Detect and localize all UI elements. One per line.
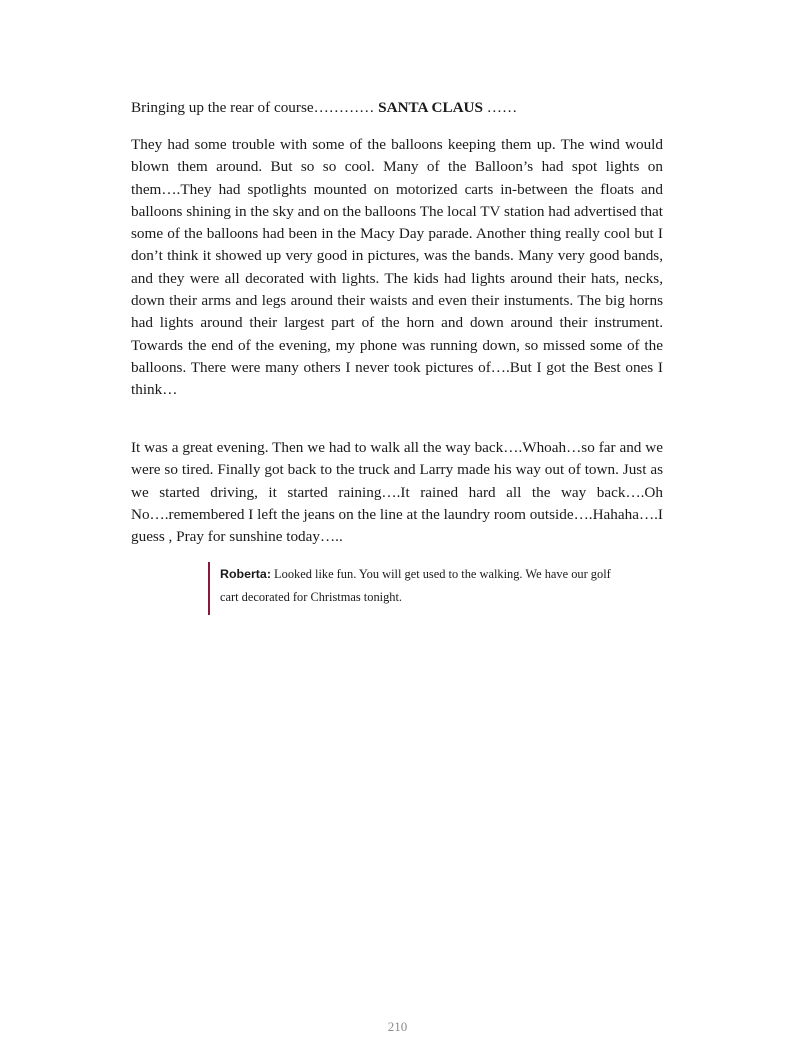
page-number: 210 bbox=[387, 1019, 408, 1034]
opening-line bbox=[131, 97, 663, 119]
comment-author: Roberta: bbox=[220, 567, 271, 581]
opening-line-prefix: Bringing up the rear of course………… bbox=[131, 99, 379, 116]
opening-line-suffix: …… bbox=[482, 99, 518, 116]
body-paragraph-1: They had some trouble with some of the balloons keeping them up. The wind would blown them around. But so so cool. Many of the Balloon’s had spot lights on them….They had spotlights mounted on motorized carts in-between the floats and balloons shining in the sky and on the balloons The local TV station had advertised that some of the balloons had been in the Macy Day parade. Another thing really cool but I don’t think it showed up very good in pictures, was the bands. Many very good bands, and they were all decorated with lights. The kids had lights around their hats, necks, down their arms and legs around their waists and even their instuments. The big horns had lights around their largest part of the horn and down around their instrument. Towards the end of the evening, my phone was running down, so missed some of the balloons. There were many others I never took pictures of….But I got the Best ones I think… bbox=[131, 136, 663, 399]
comment-callout bbox=[208, 562, 628, 615]
comment-text: Looked like fun. You will get used to the walking. We have our golf cart decorated for Christmas tonight. bbox=[220, 567, 611, 604]
santa-claus-emphasis: SANTA CLAUS bbox=[378, 99, 483, 116]
body-paragraph-2: It was a great evening. Then we had to walk all the way back….Whoah…so far and we were so tired. Finally got back to the truck and Larry made his way out of town. Just as we started driving, it started raining….It rained hard all the way back….Oh No….remembered I left the jeans on the line at the laundry room outside….Hahaha….I guess , Pray for sunshine today….. bbox=[131, 439, 663, 546]
comment-body bbox=[220, 562, 628, 609]
